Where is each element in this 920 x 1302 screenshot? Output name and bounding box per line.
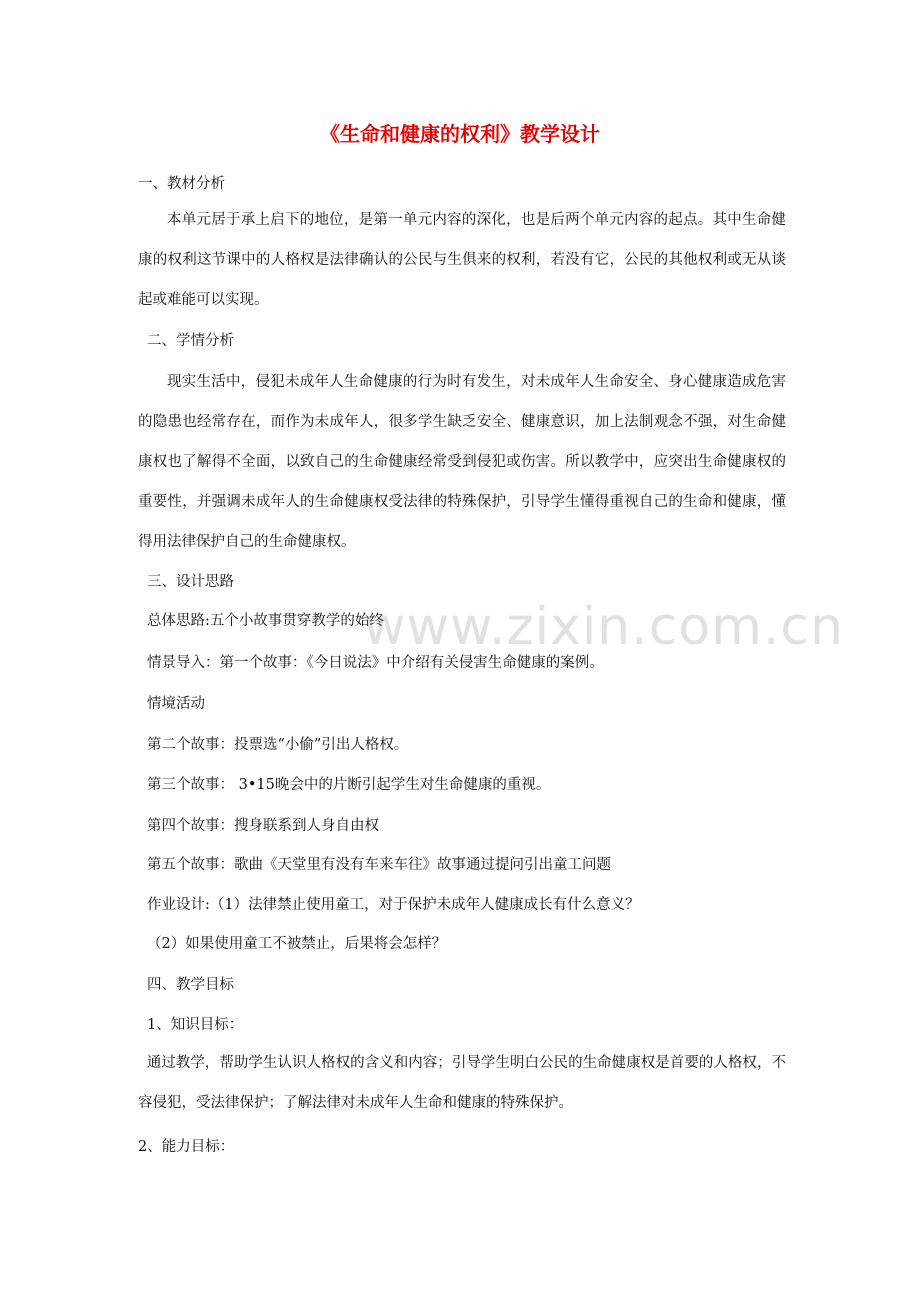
paragraph-knowledge-goal: 通过教学，帮助学生认识人格权的含义和内容；引导学生明白公民的生命健康权是首要的人格权，不容侵犯，受法律保护；了解法律对未成年人生命和健康的特殊保护。: [138, 1055, 786, 1111]
design-line-overall: 总体思路:五个小故事贯穿教学的始终: [147, 613, 384, 629]
design-line-activity: 情境活动: [147, 696, 205, 712]
paragraph-student-analysis: 现实生活中，侵犯未成年人生命健康的行为时有发生，对未成年人生命安全、身心健康造成危害的隐患也经常存在，而作为未成年人，很多学生缺乏安全、健康意识，加上法制观念不强，对生命健康权也了解得不全面，以致自己的生命健康经常受到侵犯或伤害。所以教学中，应突出生命健康权的重要性，并强调未成年人的生命健康权受法律的特殊保护，引导学生懂得重视自己的生命和健康，懂得用法律保护自己的生命健康权。: [138, 374, 786, 550]
design-line-story5: 第五个故事：歌曲《天堂里有没有车来车往》故事通过提问引出童工问题: [147, 857, 611, 873]
section-heading-teaching-goals: 四、教学目标: [147, 977, 234, 993]
design-line-homework2: （2）如果使用童工不被禁止，后果将会怎样？: [147, 936, 447, 952]
section-heading-design-idea: 三、设计思路: [147, 574, 234, 590]
design-line-story2: 第二个故事：投票选“小偷”引出人格权。: [147, 737, 409, 753]
section-heading-student-analysis: 二、学情分析: [147, 333, 234, 349]
document-title: 《生命和健康的权利》教学设计: [320, 122, 600, 146]
design-line-story3: 第三个故事： 3•15晚会中的片断引起学生对生命健康的重视。: [147, 777, 551, 793]
goal-ability-heading: 2、能力目标：: [138, 1139, 235, 1155]
watermark: www.zixin.com.cn: [363, 597, 844, 657]
design-line-intro: 情景导入：第一个故事：《今日说法》中介绍有关侵害生命健康的案例。: [147, 655, 604, 671]
section-heading-textbook-analysis: 一、教材分析: [138, 176, 225, 192]
goal-knowledge-heading: 1、知识目标：: [147, 1017, 244, 1033]
paragraph-textbook-analysis: 本单元居于承上启下的地位，是第一单元内容的深化，也是后两个单元内容的起点。其中生命健康的权利这节课中的人格权是法律确认的公民与生俱来的权利，若没有它，公民的其他权利或无从谈起或难能可以实现。: [138, 212, 786, 308]
design-line-story4: 第四个故事：搜身联系到人身自由权: [147, 818, 379, 834]
design-line-homework1: 作业设计:（1）法律禁止使用童工，对于保护未成年人健康成长有什么意义？: [147, 897, 640, 913]
